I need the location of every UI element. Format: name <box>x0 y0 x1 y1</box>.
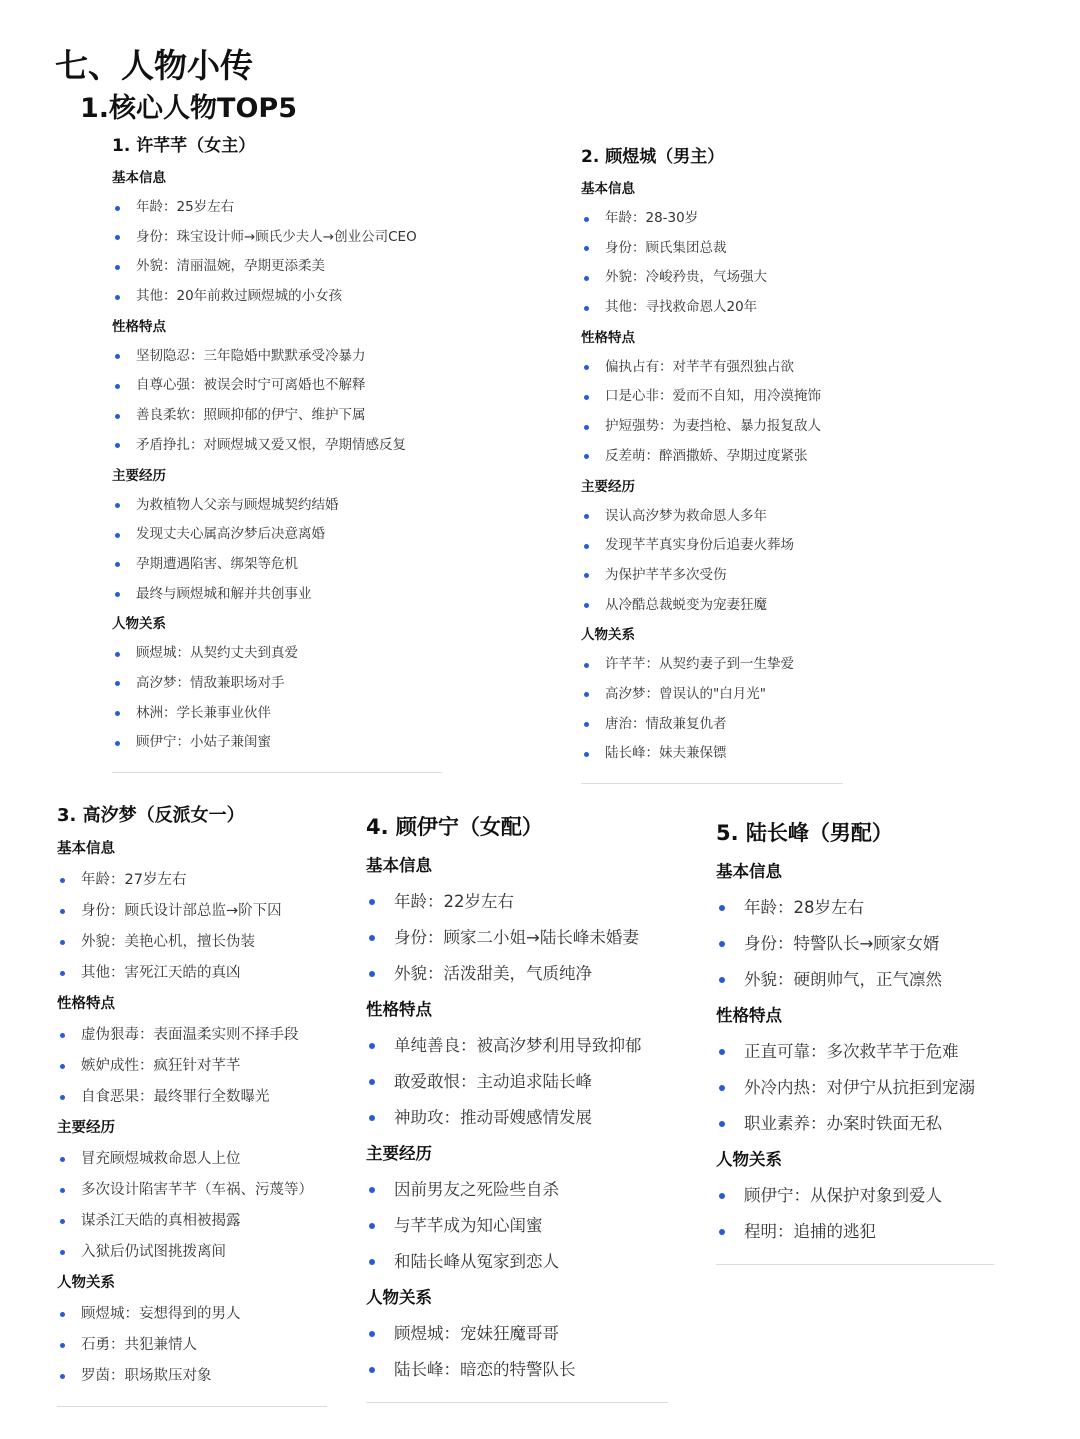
list-item <box>57 927 327 958</box>
bullet-icon <box>584 692 589 697</box>
section-label: 性格特点 <box>716 1006 782 1025</box>
list-item-text: 神助攻：推动哥嫂感情发展 <box>394 1108 592 1127</box>
list-item-text: 身份：顾氏集团总裁 <box>605 239 727 256</box>
list-item <box>581 739 843 769</box>
section-label: 人物关系 <box>366 1288 432 1307</box>
list-item <box>716 1106 994 1142</box>
list-item <box>112 371 442 401</box>
list-item-text: 高汐梦：情敌兼职场对手 <box>136 674 285 691</box>
list-item <box>366 920 668 956</box>
bullet-icon <box>719 941 725 947</box>
list-item <box>57 958 327 989</box>
section-list <box>366 1028 668 1136</box>
bullet-icon <box>369 1079 375 1085</box>
bullet-icon <box>584 217 589 222</box>
list-item-text: 石勇：共犯兼情人 <box>81 1337 197 1353</box>
section-label: 基本信息 <box>366 856 432 875</box>
list-item-text: 和陆长峰从冤家到恋人 <box>394 1252 559 1271</box>
list-item-text: 嫉妒成性：疯狂针对芊芊 <box>81 1058 241 1074</box>
list-item-text: 敢爱敢恨：主动追求陆长峰 <box>394 1072 592 1091</box>
bullet-icon <box>115 652 120 657</box>
character-card-xu-qianqian <box>112 129 442 773</box>
bullet-icon <box>60 1343 65 1348</box>
bullet-icon <box>60 878 65 883</box>
character-name: 4. 顾伊宁（女配） <box>366 815 543 839</box>
bullet-icon <box>719 977 725 983</box>
list-item <box>112 491 442 521</box>
section-list <box>716 1178 994 1250</box>
list-item-text: 自食恶果：最终罪行全数曝光 <box>81 1089 270 1105</box>
bullet-icon <box>369 1043 375 1049</box>
list-item-text: 发现芊芊真实身份后追妻火葬场 <box>605 537 794 554</box>
list-item <box>581 502 843 532</box>
section-list <box>57 1299 327 1392</box>
list-item <box>716 1034 994 1070</box>
bullet-icon <box>60 1095 65 1100</box>
list-item-text: 为保护芊芊多次受伤 <box>605 566 727 583</box>
list-item-text: 外貌：清丽温婉，孕期更添柔美 <box>136 258 325 275</box>
character-card-gao-ximeng <box>57 798 327 1407</box>
section-label: 主要经历 <box>57 1120 115 1136</box>
list-item-text: 冒充顾煜城救命恩人上位 <box>81 1151 241 1167</box>
list-item-text: 顾煜城：妄想得到的男人 <box>81 1306 241 1322</box>
list-item-text: 从冷酷总裁蜕变为宠妻狂魔 <box>605 596 767 613</box>
bullet-icon <box>60 909 65 914</box>
bullet-icon <box>60 1374 65 1379</box>
bullet-icon <box>584 603 589 608</box>
bullet-icon <box>719 905 725 911</box>
list-item-text: 陆长峰：暗恋的特警队长 <box>394 1360 576 1379</box>
bullet-icon <box>584 752 589 757</box>
bullet-icon <box>60 1157 65 1162</box>
bullet-icon <box>369 935 375 941</box>
list-item <box>366 1100 668 1136</box>
list-item-text: 最终与顾煜城和解并共创事业 <box>136 585 312 602</box>
section-label: 主要经历 <box>366 1144 432 1163</box>
list-item <box>57 1361 327 1392</box>
list-item <box>581 353 843 383</box>
section-list <box>716 890 994 998</box>
list-item <box>366 1316 668 1352</box>
list-item-text: 口是心非：爱而不自知，用冷漠掩饰 <box>605 388 821 405</box>
bullet-icon <box>115 503 120 508</box>
bullet-icon <box>719 1229 725 1235</box>
list-item <box>581 234 843 264</box>
list-item-text: 罗茵：职场欺压对象 <box>81 1368 212 1384</box>
list-item-text: 因前男友之死险些自杀 <box>394 1180 559 1199</box>
bullet-icon <box>60 1033 65 1038</box>
section-list <box>581 204 843 323</box>
bullet-icon <box>584 722 589 727</box>
list-item-text: 谋杀江天皓的真相被揭露 <box>81 1213 241 1229</box>
bullet-icon <box>115 265 120 270</box>
list-item-text: 外貌：美艳心机，擅长伪装 <box>81 934 255 950</box>
section-label: 性格特点 <box>581 329 635 346</box>
list-item <box>366 1352 668 1388</box>
list-item-text: 坚韧隐忍：三年隐婚中默默承受冷暴力 <box>136 347 366 364</box>
list-item <box>112 520 442 550</box>
list-item-text: 年龄：25岁左右 <box>136 199 235 215</box>
character-card-lu-changfeng <box>716 812 994 1265</box>
list-item-text: 陆长峰：妹夫兼保镖 <box>605 745 727 762</box>
list-item-text: 孕期遭遇陷害、绑架等危机 <box>136 555 298 572</box>
list-item-text: 发现丈夫心属高汐梦后决意离婚 <box>136 526 325 543</box>
bullet-icon <box>60 1219 65 1224</box>
character-name: 3. 高汐梦（反派女一） <box>57 805 245 826</box>
section-label: 人物关系 <box>57 1275 115 1291</box>
bullet-icon <box>584 663 589 668</box>
list-item-text: 误认高汐梦为救命恩人多年 <box>605 507 767 524</box>
list-item-text: 其他：20年前救过顾煜城的小女孩 <box>136 288 343 305</box>
section-list <box>581 353 843 472</box>
bullet-icon <box>369 1259 375 1265</box>
list-item <box>716 1070 994 1106</box>
bullet-icon <box>369 1187 375 1193</box>
bullet-icon <box>584 395 589 400</box>
character-name: 5. 陆长峰（男配） <box>716 821 893 845</box>
list-item <box>366 1172 668 1208</box>
bullet-icon <box>584 246 589 251</box>
bullet-icon <box>60 1064 65 1069</box>
list-item <box>716 926 994 962</box>
list-item-text: 程明：追捕的逃犯 <box>744 1222 876 1241</box>
section-list <box>581 650 843 769</box>
bullet-icon <box>719 1193 725 1199</box>
list-item <box>112 431 442 461</box>
list-item-text: 身份：顾家二小姐→陆长峰未婚妻 <box>394 928 639 947</box>
list-item <box>112 728 442 758</box>
list-item <box>112 282 442 312</box>
bullet-icon <box>115 384 120 389</box>
list-item <box>581 591 843 621</box>
bullet-icon <box>115 206 120 211</box>
bullet-icon <box>60 940 65 945</box>
list-item-text: 身份：珠宝设计师→顾氏少夫人→创业公司CEO <box>136 228 417 245</box>
list-item-text: 偏执占有：对芊芊有强烈独占欲 <box>605 358 794 375</box>
bullet-icon <box>584 365 589 370</box>
list-item <box>366 956 668 992</box>
list-item-text: 外冷内热：对伊宁从抗拒到宠溺 <box>744 1078 975 1097</box>
bullet-icon <box>60 1188 65 1193</box>
list-item <box>716 962 994 998</box>
bullet-icon <box>719 1085 725 1091</box>
list-item <box>57 1237 327 1268</box>
list-item-text: 矛盾挣扎：对顾煜城又爱又恨，孕期情感反复 <box>136 436 406 453</box>
list-item <box>57 865 327 896</box>
section-list <box>112 342 442 461</box>
list-item <box>366 1244 668 1280</box>
list-item-text: 外貌：硬朗帅气，正气凛然 <box>744 970 942 989</box>
section-list <box>112 491 442 610</box>
bullet-icon <box>584 306 589 311</box>
list-item-text: 顾煜城：宠妹狂魔哥哥 <box>394 1324 559 1343</box>
bullet-icon <box>584 276 589 281</box>
list-item <box>112 580 442 610</box>
section-list <box>716 1034 994 1142</box>
list-item-text: 年龄：28岁左右 <box>744 898 864 917</box>
section-label: 性格特点 <box>366 1000 432 1019</box>
list-item-text: 身份：顾氏设计部总监→阶下囚 <box>81 903 282 919</box>
section-label: 人物关系 <box>581 627 635 644</box>
list-item <box>716 1178 994 1214</box>
list-item-text: 高汐梦：曾误认的"白月光" <box>605 685 766 702</box>
bullet-icon <box>584 454 589 459</box>
list-item <box>112 342 442 372</box>
list-item <box>581 293 843 323</box>
list-item-text: 年龄：27岁左右 <box>81 872 187 888</box>
bullet-icon <box>115 235 120 240</box>
list-item <box>112 639 442 669</box>
list-item-text: 正直可靠：多次救芊芊于危难 <box>744 1042 959 1061</box>
list-item-text: 单纯善良：被高汐梦利用导致抑郁 <box>394 1036 642 1055</box>
list-item <box>581 710 843 740</box>
list-item <box>581 412 843 442</box>
section-list <box>57 1144 327 1268</box>
list-item <box>581 680 843 710</box>
list-item <box>57 1051 327 1082</box>
list-item-text: 唐治：情敌兼复仇者 <box>605 715 727 732</box>
list-item <box>112 401 442 431</box>
bullet-icon <box>369 1223 375 1229</box>
bullet-icon <box>369 1331 375 1337</box>
section-label: 人物关系 <box>716 1150 782 1169</box>
section-label: 主要经历 <box>112 467 166 484</box>
bullet-icon <box>584 425 589 430</box>
bullet-icon <box>369 971 375 977</box>
bullet-icon <box>719 1121 725 1127</box>
list-item-text: 外貌：活泼甜美，气质纯净 <box>394 964 592 983</box>
section-list <box>581 502 843 621</box>
list-item <box>57 1299 327 1330</box>
section-subheading: 1.核心人物TOP5 <box>80 93 297 124</box>
list-item-text: 自尊心强：被误会时宁可离婚也不解释 <box>136 377 366 394</box>
list-item <box>366 1028 668 1064</box>
section-list <box>57 1020 327 1113</box>
bullet-icon <box>60 1312 65 1317</box>
bullet-icon <box>115 354 120 359</box>
card-divider <box>57 1406 327 1407</box>
list-item <box>112 669 442 699</box>
list-item <box>581 263 843 293</box>
section-list <box>112 193 442 312</box>
section-label: 基本信息 <box>112 170 166 186</box>
list-item-text: 多次设计陷害芊芊（车祸、污蔑等） <box>81 1182 313 1198</box>
card-divider <box>581 783 843 784</box>
list-item <box>366 1208 668 1244</box>
list-item-text: 林洲：学长兼事业伙伴 <box>136 704 271 721</box>
bullet-icon <box>369 899 375 905</box>
section-list <box>366 1172 668 1280</box>
bullet-icon <box>115 414 120 419</box>
list-item-text: 许芊芊：从契约妻子到一生挚爱 <box>605 656 794 673</box>
section-label: 主要经历 <box>581 478 635 495</box>
list-item <box>366 1064 668 1100</box>
list-item <box>112 252 442 282</box>
bullet-icon <box>115 592 120 597</box>
character-card-gu-yining <box>366 806 668 1403</box>
list-item-text: 职业素养：办案时铁面无私 <box>744 1114 942 1133</box>
character-name: 2. 顾煜城（男主） <box>581 147 725 167</box>
card-divider <box>112 772 442 773</box>
list-item-text: 善良柔软：照顾抑郁的伊宁、维护下属 <box>136 407 366 424</box>
bullet-icon <box>60 1250 65 1255</box>
section-list <box>57 865 327 989</box>
list-item-text: 与芊芊成为知心闺蜜 <box>394 1216 543 1235</box>
bullet-icon <box>369 1367 375 1373</box>
list-item <box>716 1214 994 1250</box>
bullet-icon <box>584 544 589 549</box>
list-item <box>581 561 843 591</box>
list-item <box>716 890 994 926</box>
list-item-text: 为救植物人父亲与顾煜城契约结婚 <box>136 496 339 513</box>
list-item-text: 外貌：冷峻矜贵，气场强大 <box>605 269 767 286</box>
list-item <box>57 1175 327 1206</box>
bullet-icon <box>115 741 120 746</box>
section-list <box>366 1316 668 1388</box>
list-item-text: 年龄：22岁左右 <box>394 892 514 911</box>
bullet-icon <box>115 711 120 716</box>
list-item <box>112 193 442 223</box>
list-item-text: 身份：特警队长→顾家女婿 <box>744 934 940 953</box>
bullet-icon <box>115 295 120 300</box>
list-item <box>57 1082 327 1113</box>
bullet-icon <box>719 1049 725 1055</box>
section-label: 基本信息 <box>57 841 115 857</box>
list-item <box>57 896 327 927</box>
page-heading: 七、人物小传 <box>55 46 253 85</box>
list-item-text: 顾伊宁：从保护对象到爱人 <box>744 1186 942 1205</box>
list-item <box>581 442 843 472</box>
list-item <box>112 699 442 729</box>
bullet-icon <box>584 514 589 519</box>
character-name: 1. 许芊芊（女主） <box>112 136 256 156</box>
card-divider <box>716 1264 994 1265</box>
list-item-text: 反差萌：醉酒撒娇、孕期过度紧张 <box>605 447 808 464</box>
list-item <box>57 1144 327 1175</box>
list-item <box>57 1206 327 1237</box>
list-item-text: 顾伊宁：小姑子兼闺蜜 <box>136 734 271 751</box>
bullet-icon <box>115 533 120 538</box>
list-item <box>581 382 843 412</box>
card-divider <box>366 1402 668 1403</box>
list-item <box>581 204 843 234</box>
bullet-icon <box>115 681 120 686</box>
section-label: 基本信息 <box>716 862 782 881</box>
list-item <box>57 1020 327 1051</box>
bullet-icon <box>369 1115 375 1121</box>
list-item-text: 其他：寻找救命恩人20年 <box>605 299 758 316</box>
list-item-text: 年龄：28-30岁 <box>605 210 699 226</box>
list-item-text: 护短强势：为妻挡枪、暴力报复敌人 <box>605 418 821 435</box>
character-card-gu-yucheng <box>581 140 843 784</box>
list-item-text: 虚伪狠毒：表面温柔实则不择手段 <box>81 1027 299 1043</box>
bullet-icon <box>584 573 589 578</box>
section-label: 人物关系 <box>112 616 166 633</box>
list-item <box>57 1330 327 1361</box>
list-item <box>366 884 668 920</box>
list-item <box>112 550 442 580</box>
list-item <box>581 650 843 680</box>
bullet-icon <box>115 562 120 567</box>
list-item-text: 顾煜城：从契约丈夫到真爱 <box>136 645 298 662</box>
bullet-icon <box>60 971 65 976</box>
list-item <box>112 223 442 253</box>
list-item-text: 其他：害死江天皓的真凶 <box>81 965 241 981</box>
list-item-text: 入狱后仍试图挑拨离间 <box>81 1244 226 1260</box>
bullet-icon <box>115 443 120 448</box>
section-list <box>112 639 442 758</box>
section-list <box>366 884 668 992</box>
section-label: 性格特点 <box>112 318 166 335</box>
section-label: 性格特点 <box>57 996 115 1012</box>
list-item <box>581 531 843 561</box>
section-label: 基本信息 <box>581 181 635 197</box>
